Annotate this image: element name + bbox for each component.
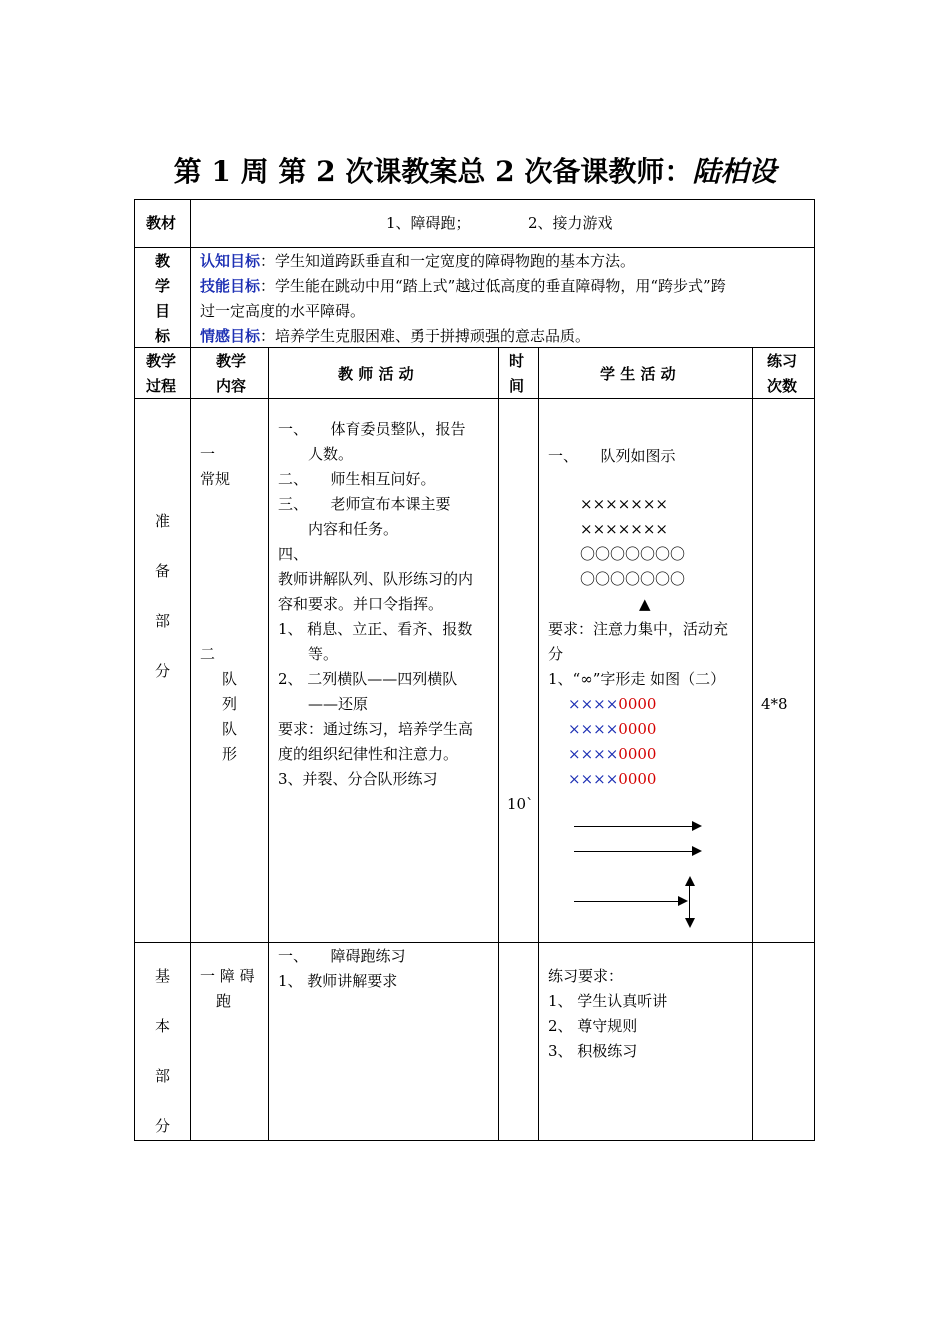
prep-time: 10` — [507, 795, 534, 813]
header-time: 时 — [509, 352, 525, 370]
mixed-x: ×××× — [568, 720, 619, 738]
mixed-formation-row — [568, 767, 656, 792]
basic-student-line: 练习要求： — [548, 967, 624, 985]
teacher-line: 二、 师生相互问好。 — [278, 470, 436, 488]
mixed-o: 0000 — [618, 745, 657, 763]
header-content: 教学 — [216, 352, 247, 370]
mixed-x: ×××× — [568, 745, 619, 763]
student-intro: 一、 队列如图示 — [548, 447, 676, 465]
mixed-formation-row — [568, 742, 656, 767]
table-divider — [752, 347, 753, 1140]
teacher-line: 一、 体育委员整队，报告 — [278, 420, 466, 438]
header-student-activity: 学 生 活 动 — [600, 365, 676, 383]
teacher-line: 容和要求。并口令指挥。 — [278, 595, 444, 613]
basic-process-char: 本 — [155, 1017, 171, 1035]
table-divider — [538, 347, 539, 1140]
basic-student-line: 3、 积极练习 — [548, 1042, 638, 1060]
teacher-line: 人数。 — [278, 445, 354, 463]
basic-teacher-line: 一、 障碍跑练习 — [278, 947, 406, 965]
basic-process-char: 部 — [155, 1067, 171, 1085]
teacher-line: 1、 稍息、立正、看齐、报数 — [278, 620, 473, 638]
formation-row-o: 〇〇〇〇〇〇〇 — [580, 545, 686, 563]
basic-process-char: 基 — [155, 967, 171, 985]
prep-content-2-num: 二 — [200, 645, 216, 663]
figure-label: 1、“∞”字形走 如图（二） — [548, 670, 726, 688]
emotion-label: 情感目标 — [200, 327, 261, 345]
right-arrow-icon — [574, 826, 700, 827]
cognitive-text: ：学生知道跨跃垂直和一定宽度的障碍物跑的基本方法。 — [260, 252, 636, 270]
prep-content-2-char: 列 — [222, 695, 238, 713]
basic-content: 跑 — [216, 992, 232, 1010]
teacher-position-marker: ▲ — [639, 595, 651, 613]
teacher-line: 3、并裂、分合队形练习 — [278, 770, 438, 788]
basic-teacher-line: 1、 教师讲解要求 — [278, 972, 398, 990]
teacher-line: 度的组织纪律性和注意力。 — [278, 745, 459, 763]
mixed-x: ×××× — [568, 695, 619, 713]
emotion-text: ：培养学生克服困难、勇于拼搏顽强的意志品质。 — [260, 327, 591, 345]
teacher-line: 2、 二列横队——四列横队 — [278, 670, 458, 688]
formation-row-x: ××××××× — [580, 520, 668, 538]
header-content: 内容 — [216, 377, 247, 395]
prep-process-char: 分 — [155, 662, 171, 680]
objectives-label-char: 教 — [155, 252, 171, 270]
title-text: 第 1 周 第 2 次课教案总 2 次备课教师： — [173, 155, 693, 188]
mixed-formation-row — [568, 692, 656, 717]
table-divider — [190, 199, 191, 1140]
cognitive-objective — [200, 249, 635, 274]
prep-content-2-char: 队 — [222, 670, 238, 688]
table-border-top — [134, 199, 815, 200]
student-requirement: 分 — [548, 645, 564, 663]
cognitive-label: 认知目标 — [200, 252, 261, 270]
prep-process-char: 准 — [155, 512, 171, 530]
header-process: 教学 — [146, 352, 177, 370]
prep-content-2-char: 队 — [222, 720, 238, 738]
teacher-line: 四、 — [278, 545, 309, 563]
skill-label: 技能目标 — [200, 277, 261, 295]
basic-content: 一 障 碍 — [200, 967, 255, 985]
down-arrow-icon — [685, 918, 695, 928]
teacher-line: 内容和任务。 — [278, 520, 399, 538]
table-divider — [134, 942, 815, 943]
table-divider — [498, 347, 499, 1140]
table-divider — [134, 247, 815, 248]
page-title — [0, 150, 950, 190]
table-border-left — [134, 199, 135, 1140]
header-count: 练习 — [767, 352, 798, 370]
prep-content-1-num: 一 — [200, 445, 216, 463]
header-process: 过程 — [146, 377, 177, 395]
emotion-objective — [200, 324, 590, 349]
objectives-label-char: 目 — [155, 302, 171, 320]
up-arrow-icon — [685, 876, 695, 886]
student-requirement: 要求：注意力集中，活动充 — [548, 620, 729, 638]
objectives-label-char: 标 — [155, 327, 171, 345]
mixed-o: 0000 — [618, 770, 657, 788]
skill-text: ：学生能在跳动中用“踏上式”越过低高度的垂直障碍物，用“跨步式”跨 — [260, 277, 726, 295]
mixed-o: 0000 — [618, 695, 657, 713]
header-count: 次数 — [767, 377, 798, 395]
mixed-o: 0000 — [618, 720, 657, 738]
material-item-1: 1、障碍跑； — [386, 214, 471, 232]
teacher-line: 教师讲解队列、队形练习的内 — [278, 570, 474, 588]
right-arrow-icon — [574, 851, 700, 852]
skill-objective — [200, 274, 726, 299]
header-time: 间 — [509, 377, 525, 395]
basic-student-line: 2、 尊守规则 — [548, 1017, 638, 1035]
table-border-bottom — [134, 1140, 815, 1141]
header-teacher-activity: 教 师 活 动 — [338, 365, 414, 383]
basic-student-line: 1、 学生认真听讲 — [548, 992, 668, 1010]
table-divider — [268, 347, 269, 1140]
prep-content-2-char: 形 — [222, 745, 238, 763]
formation-row-x: ××××××× — [580, 495, 668, 513]
skill-text-continued: 过一定高度的水平障碍。 — [200, 302, 366, 320]
mixed-x: ×××× — [568, 770, 619, 788]
material-label: 教材 — [146, 214, 177, 232]
prep-count: 4*8 — [761, 695, 788, 713]
prep-content-1-label: 常规 — [200, 470, 231, 488]
teacher-signature: 陆柏设 — [692, 155, 777, 188]
teacher-line: 等。 — [278, 645, 339, 663]
basic-process-char: 分 — [155, 1117, 171, 1135]
teacher-line: 三、 老师宣布本课主要 — [278, 495, 451, 513]
right-arrow-icon — [574, 901, 686, 902]
prep-process-char: 部 — [155, 612, 171, 630]
table-border-right — [814, 199, 815, 1140]
teacher-line: ——还原 — [278, 695, 369, 713]
material-item-2: 2、接力游戏 — [528, 214, 613, 232]
prep-process-char: 备 — [155, 562, 171, 580]
mixed-formation-row — [568, 717, 656, 742]
teacher-line: 要求：通过练习，培养学生高 — [278, 720, 474, 738]
objectives-label-char: 学 — [155, 277, 171, 295]
formation-row-o: 〇〇〇〇〇〇〇 — [580, 570, 686, 588]
